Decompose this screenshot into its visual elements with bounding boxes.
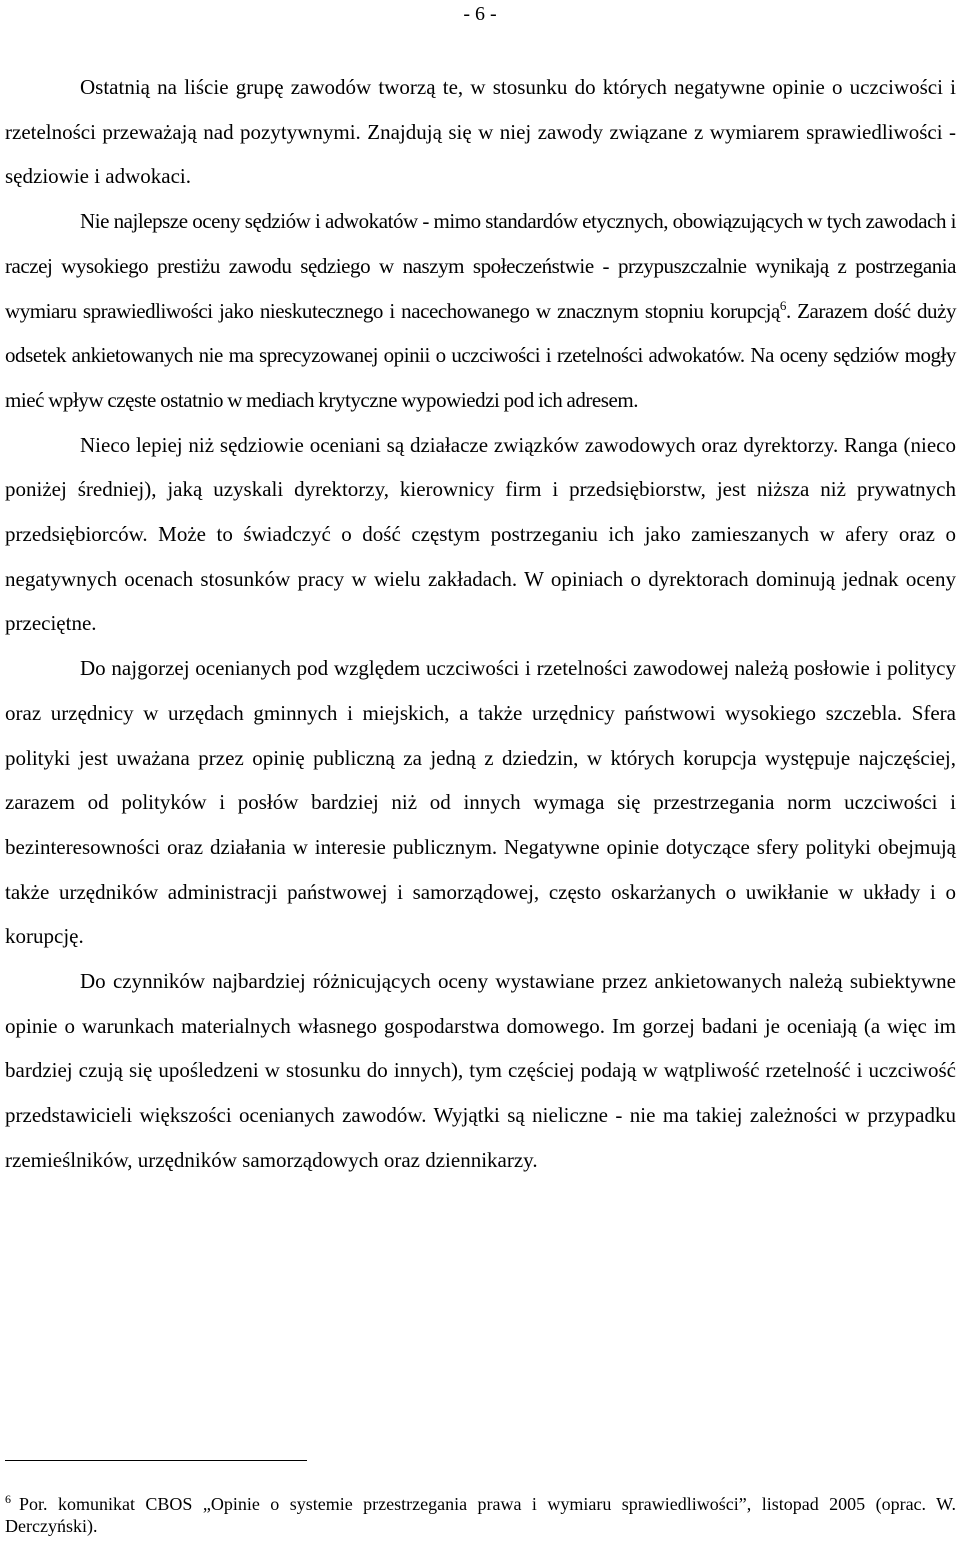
- footnote: [5, 1493, 956, 1537]
- paragraph-1: Ostatnią na liście grupę zawodów tworzą te, w stosunku do których negatywne opinie o uczciwości i rzetelności przeważają nad pozytywnymi. Znajdują się w niej zawody związane z wymiarem sprawiedliwości - sędziowie i adwokaci.: [5, 75, 956, 189]
- page-number: - 6 -: [463, 3, 497, 25]
- paragraph-5: Do czynników najbardziej różnicujących oceny wystawiane przez ankietowanych należą subiektywne opinie o warunkach materialnych własnego gospodarstwa domowego. Im gorzej badani je oceniają (a więc im bardziej czują się upośledzeni w stosunku do innych), tym częściej podają w wątpliwość rzetelność i uczciwość przedstawicieli większości ocenianych zawodów. Wyjątki są nieliczne - nie ma takiej zależności w przypadku rzemieślników, urzędników samorządowych oraz dziennikarzy.: [5, 969, 956, 1172]
- footnote-reference-6[interactable]: 6: [779, 297, 786, 313]
- footnote-text: Por. komunikat CBOS „Opinie o systemie przestrzegania prawa i wymiaru sprawiedliwości”, listopad 2005 (oprac. W. Derczyński).: [5, 1494, 956, 1536]
- paragraph-2-text-b: . Zarazem dość duży odsetek ankietowanych nie ma sprecyzowanej opinii o uczciwości i rzetelności adwokatów. Na oceny sędziów mogły mieć wpływ częste ostatnio w mediach krytyczne wypowiedzi pod ich adresem.: [5, 298, 957, 412]
- paragraph-4: Do najgorzej ocenianych pod względem uczciwości i rzetelności zawodowej należą posłowie i politycy oraz urzędnicy w urzędach gminnych i miejskich, a także urzędnicy państwowi wysokiego szczebla. Sfera polityki jest uważana przez opinię publiczną za jedną z dziedzin, w których korupcja występuje najczęściej, zarazem od polityków i posłów bardziej niż od innych wymaga się przestrzegania norm uczciwości i bezinteresowności oraz działania w interesie publicznym. Negatywne opinie dotyczące sfery polityki obejmują także urzędników administracji państwowej i samorządowej, często oskarżanych o uwikłanie w układy i o korupcję.: [5, 656, 956, 949]
- paragraph-3: Nieco lepiej niż sędziowie oceniani są działacze związków zawodowych oraz dyrektorzy. Ranga (nieco poniżej średniej), jaką uzyskali dyrektorzy, kierownicy firm i przedsiębiorstw, jest niższa niż prywatnych przedsiębiorców. Może to świadczyć o dość częstym postrzeganiu ich jako zamieszanych w afery oraz o negatywnych ocenach stosunków pracy w wielu zakładach. W opiniach o dyrektorach dominują jednak oceny przeciętne.: [5, 432, 956, 636]
- paragraph-2-text-a: Nie najlepsze oceny sędziów i adwokatów - mimo standardów etycznych, obowiązujących w tych zawodach i raczej wysokiego prestiżu zawodu sędziego w naszym społeczeństwie - przypuszczalnie wynikają z postrzegania wymiaru sprawiedliwości jako nieskutecznego i nacechowanego w znacznym stopniu korupcją: [5, 209, 956, 323]
- body-text: [5, 65, 956, 1183]
- footnote-separator: [5, 1460, 307, 1461]
- footnote-number: 6: [5, 1492, 11, 1506]
- paragraph-2: [5, 199, 956, 423]
